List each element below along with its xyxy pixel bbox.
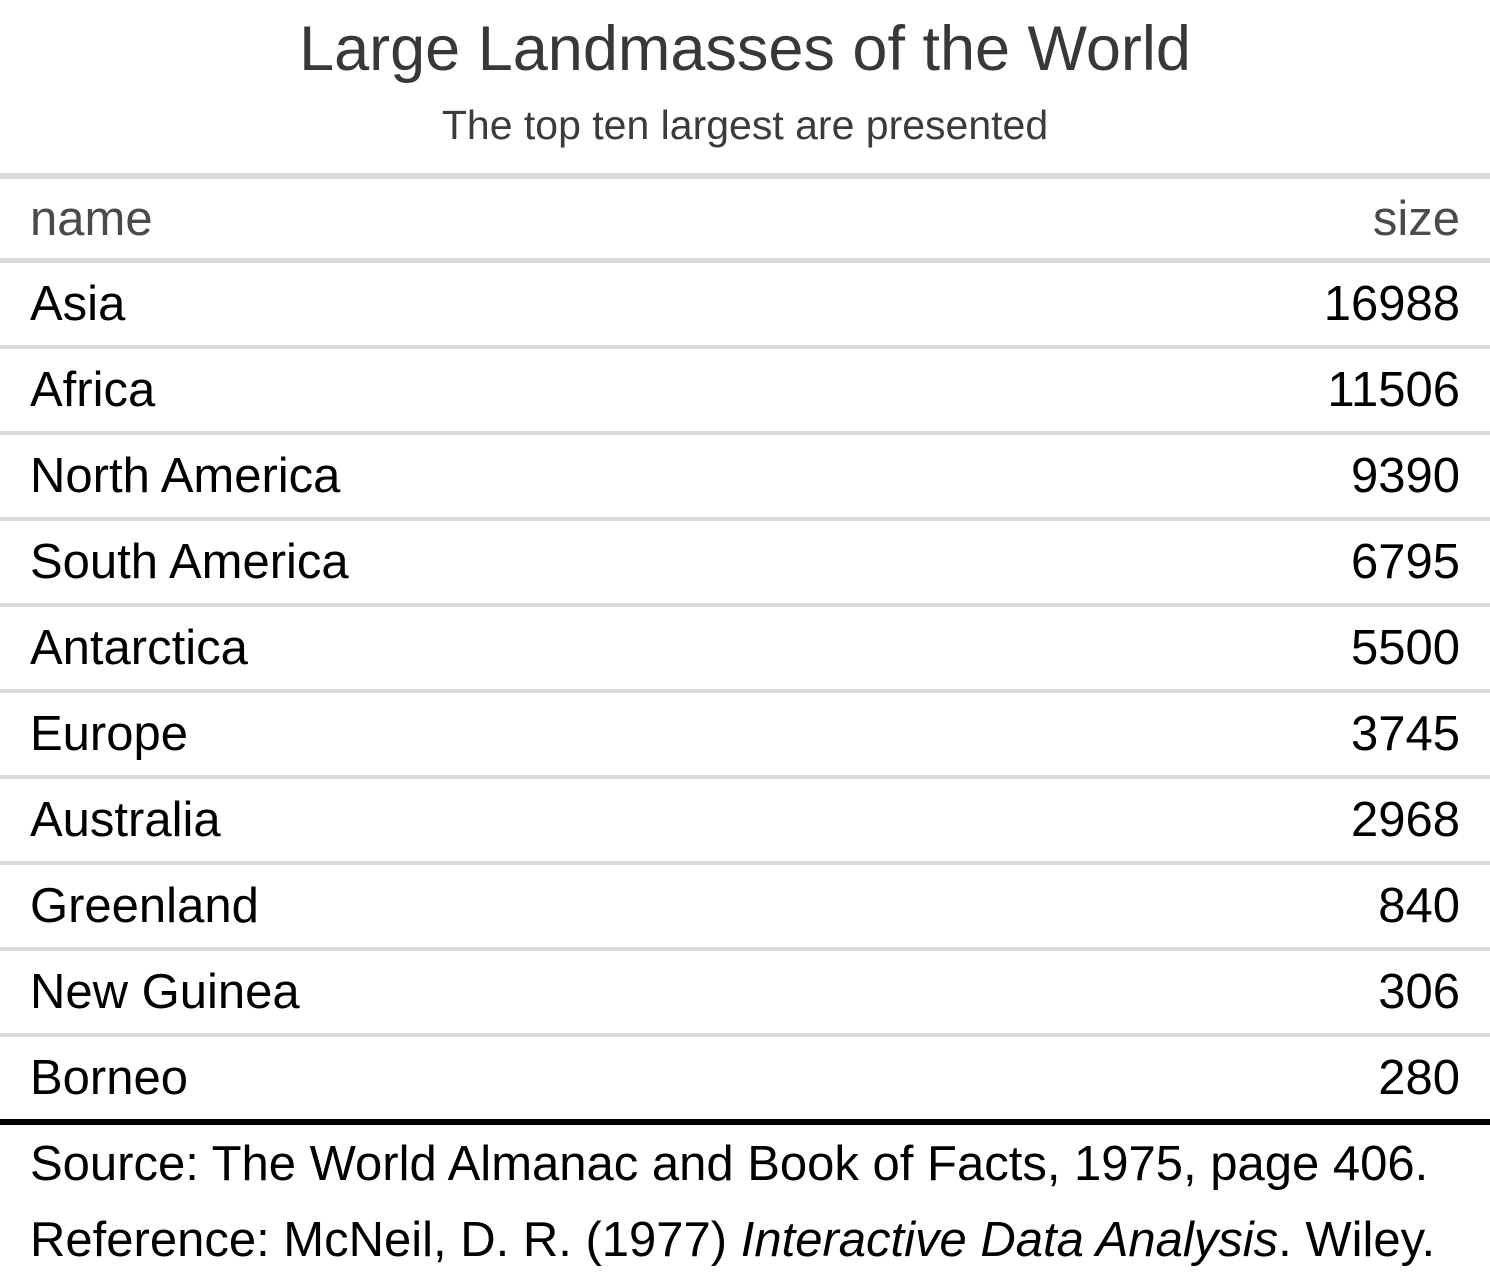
reference-note [30, 1202, 1490, 1278]
reference-prefix: Reference: McNeil, D. R. (1977) [30, 1213, 741, 1267]
table-footnotes [0, 1125, 1490, 1278]
size-cell: 16988 [1323, 277, 1460, 331]
size-cell: 5500 [1350, 621, 1460, 675]
name-cell: New Guinea [30, 965, 300, 1019]
table-header [0, 0, 1490, 173]
size-cell: 840 [1378, 879, 1460, 933]
landmass-table [0, 173, 1490, 1125]
size-cell: 280 [1378, 1051, 1460, 1105]
table-row [0, 263, 1490, 345]
name-cell: Borneo [30, 1051, 189, 1105]
name-cell: Asia [30, 277, 126, 331]
reference-suffix: . Wiley. [1278, 1213, 1436, 1267]
column-header-size: size [1372, 191, 1460, 246]
table-row [0, 775, 1490, 861]
size-cell: 6795 [1350, 535, 1460, 589]
page-subtitle: The top ten largest are presented [441, 102, 1049, 148]
table-row [0, 603, 1490, 689]
page-title: Large Landmasses of the World [299, 14, 1191, 84]
table-row [0, 1033, 1490, 1119]
name-cell: South America [30, 535, 349, 589]
size-cell: 306 [1378, 965, 1460, 1019]
name-cell: Antarctica [30, 621, 248, 675]
table-row [0, 689, 1490, 775]
name-cell: Africa [30, 363, 156, 417]
name-cell: Australia [30, 793, 221, 847]
name-cell: Greenland [30, 879, 259, 933]
table-row [0, 517, 1490, 603]
size-cell: 9390 [1350, 449, 1460, 503]
table-row [0, 861, 1490, 947]
table-row [0, 345, 1490, 431]
name-cell: North America [30, 449, 341, 503]
name-cell: Europe [30, 707, 189, 761]
reference-italic-title: Interactive Data Analysis [740, 1213, 1279, 1267]
size-cell: 2968 [1350, 793, 1460, 847]
table-row [0, 947, 1490, 1033]
column-header-name: name [30, 191, 153, 246]
table-body [0, 263, 1490, 1125]
source-note [30, 1126, 1490, 1202]
table-row [0, 431, 1490, 517]
column-header-row [0, 173, 1490, 263]
size-cell: 3745 [1350, 707, 1460, 761]
size-cell: 11506 [1327, 363, 1460, 417]
source-note-text: Source: The World Almanac and Book of Facts, 1975, page 406. [30, 1137, 1429, 1191]
